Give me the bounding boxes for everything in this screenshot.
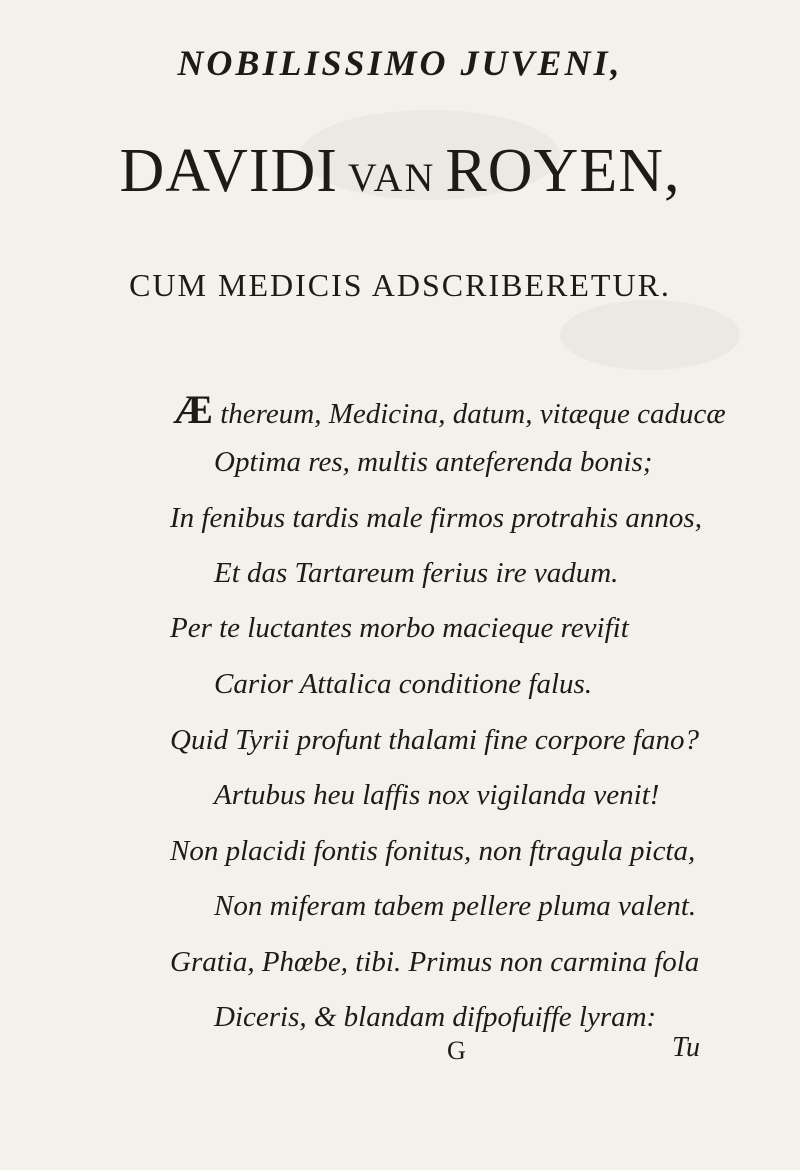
poem-line-6: Carior Attalica conditione falus. [214,668,593,700]
poem-line-text: thereum, Medicina, datum, vitæque caducæ [220,398,726,430]
poem-line-11: Gratia, Phœbe, tibi. Primus non carmina fola [170,946,700,978]
drop-initial: Æ [173,387,213,432]
name-first: DAVIDI [119,137,338,205]
poem-line-8: Artubus heu laffis nox vigilanda venit! [214,779,660,811]
poem-line-9: Non placidi fontis fonitus, non ftragula picta, [170,835,696,867]
paper-stain [560,300,740,370]
name-particle: VAN [347,155,436,200]
poem-line-2: Optima res, multis anteferenda bonis; [214,446,653,478]
honoree-name [0,137,800,205]
poem-line-4: Et das Tartareum ferius ire vadum. [214,557,619,589]
dedicatee-heading: NOBILISSIMO JUVENI, [177,43,623,83]
poem-line-3: In fenibus tardis male firmos protrahis annos, [170,502,702,534]
signature-mark: G [447,1036,466,1065]
catchword: Tu [672,1032,701,1063]
name-last: ROYEN, [445,137,681,205]
occasion-heading: CUM MEDICIS ADSCRIBERETUR. [129,267,671,303]
poem-line-12: Diceris, & blandam difpofuiffe lyram: [214,1001,657,1033]
poem-line-1 [173,387,726,432]
poem-line-5: Per te luctantes morbo macieque revifit [170,612,629,644]
poem-line-10: Non miferam tabem pellere pluma valent. [214,890,697,922]
poem-line-7: Quid Tyrii profunt thalami fine corpore fano? [170,724,699,756]
